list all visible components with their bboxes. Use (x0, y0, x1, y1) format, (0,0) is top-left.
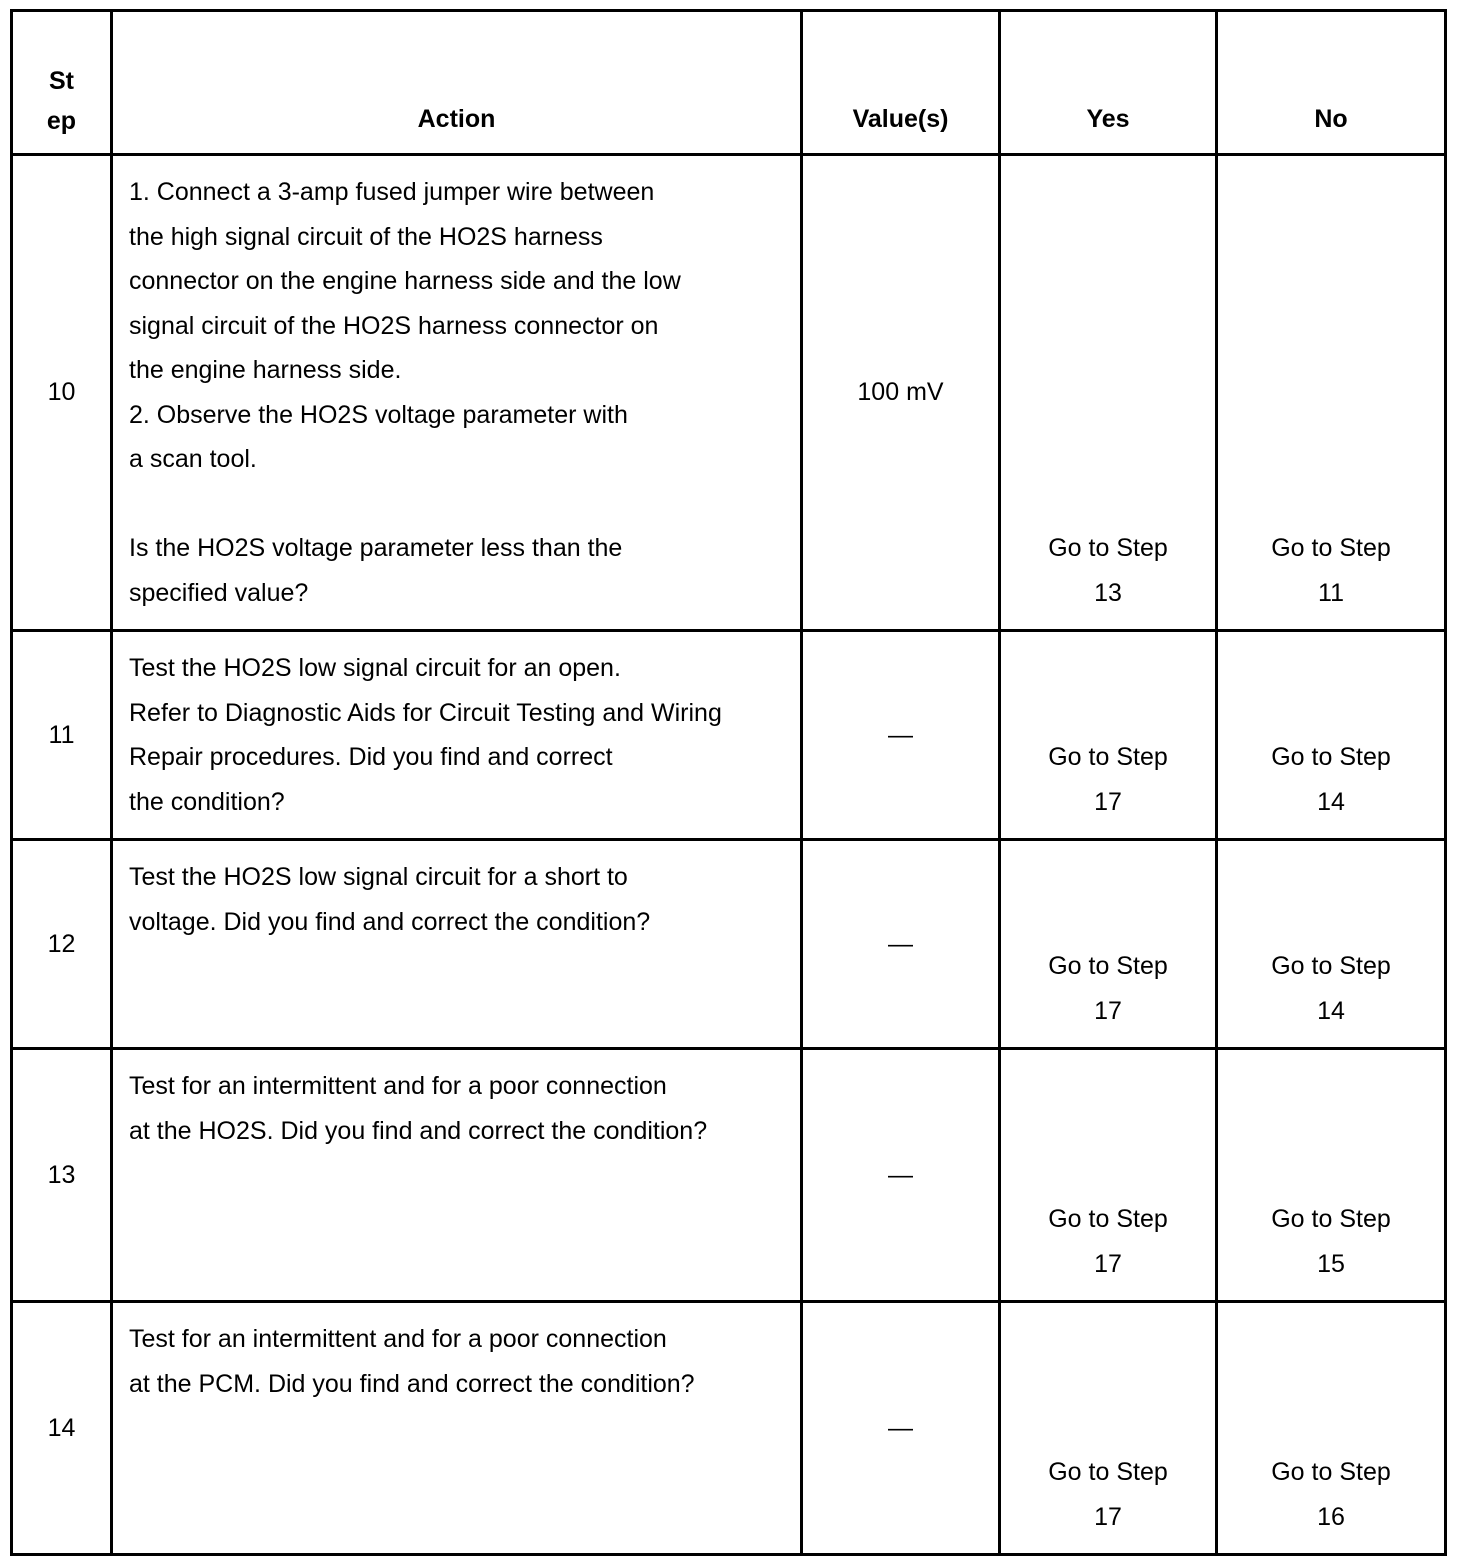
no-goto-step: 15 (1317, 1249, 1345, 1278)
no-goto-step: 16 (1317, 1502, 1345, 1531)
yes-cell (1000, 1302, 1217, 1555)
table-row (12, 631, 1446, 840)
action-line: Test the HO2S low signal circuit for a short to (129, 863, 628, 891)
yes-cell (1000, 840, 1217, 1049)
step-number: 12 (12, 840, 112, 1049)
action-line: 2. Observe the HO2S voltage parameter with (129, 400, 628, 429)
yes-goto-step: 17 (1094, 787, 1122, 816)
action-line: signal circuit of the HO2S harness connector on (129, 311, 659, 340)
header-action: Action (112, 11, 802, 155)
action-cell (112, 155, 802, 631)
action-cell (112, 1049, 802, 1302)
no-goto-label: Go to Step (1271, 534, 1391, 562)
yes-goto-label: Go to Step (1048, 1458, 1168, 1486)
table-row (12, 1049, 1446, 1302)
table-row (12, 840, 1446, 1049)
value-cell: — (802, 1049, 1000, 1302)
table-body (12, 155, 1446, 1555)
action-line: connector on the engine harness side and the low (129, 267, 681, 295)
no-cell (1217, 1049, 1446, 1302)
action-cell (112, 1302, 802, 1555)
action-line: Test for an intermittent and for a poor connection (129, 1072, 667, 1100)
yes-goto-label: Go to Step (1048, 952, 1168, 980)
no-goto-label: Go to Step (1271, 952, 1391, 980)
action-line: voltage. Did you find and correct the condition? (129, 907, 651, 936)
action-line: Repair procedures. Did you find and correct (129, 743, 613, 771)
action-cell (112, 840, 802, 1049)
table-row (12, 155, 1446, 631)
no-goto-step: 11 (1318, 578, 1344, 607)
action-line: the condition? (129, 787, 285, 816)
value-cell: — (802, 840, 1000, 1049)
yes-cell (1000, 1049, 1217, 1302)
value-cell: — (802, 1302, 1000, 1555)
action-line: at the PCM. Did you find and correct the condition? (129, 1369, 695, 1398)
step-number: 11 (12, 631, 112, 840)
yes-goto-step: 13 (1094, 578, 1122, 607)
action-line: Test for an intermittent and for a poor connection (129, 1325, 667, 1353)
yes-goto-label: Go to Step (1048, 1205, 1168, 1233)
no-cell (1217, 840, 1446, 1049)
action-line: Is the HO2S voltage parameter less than the (129, 534, 623, 562)
yes-goto-label: Go to Step (1048, 534, 1168, 562)
table-row (12, 1302, 1446, 1555)
yes-goto-label: Go to Step (1048, 743, 1168, 771)
action-line: at the HO2S. Did you find and correct the condition? (129, 1116, 708, 1145)
no-goto-label: Go to Step (1271, 743, 1391, 771)
step-number: 13 (12, 1049, 112, 1302)
action-line: the high signal circuit of the HO2S harness (129, 222, 603, 251)
header-values: Value(s) (802, 11, 1000, 155)
header-step-line2: ep (46, 107, 77, 135)
yes-goto-step: 17 (1094, 1502, 1122, 1531)
header-step-line1: St (49, 67, 74, 95)
yes-goto-step: 17 (1094, 1249, 1122, 1278)
step-number: 14 (12, 1302, 112, 1555)
action-line: Test the HO2S low signal circuit for an open. (129, 654, 621, 682)
action-line: specified value? (129, 578, 309, 607)
action-line: a scan tool. (129, 445, 257, 473)
no-goto-step: 14 (1317, 996, 1345, 1025)
value-cell: 100 mV (802, 155, 1000, 631)
header-step (12, 11, 112, 155)
action-line: the engine harness side. (129, 356, 402, 384)
yes-goto-step: 17 (1094, 996, 1122, 1025)
header-row (12, 11, 1446, 155)
step-number: 10 (12, 155, 112, 631)
value-cell: — (802, 631, 1000, 840)
no-cell (1217, 1302, 1446, 1555)
no-goto-label: Go to Step (1271, 1458, 1391, 1486)
yes-cell (1000, 631, 1217, 840)
action-line: 1. Connect a 3-amp fused jumper wire between (129, 178, 655, 206)
no-cell (1217, 155, 1446, 631)
header-no: No (1217, 11, 1446, 155)
action-line (129, 482, 788, 527)
action-cell (112, 631, 802, 840)
action-line: Refer to Diagnostic Aids for Circuit Testing and Wiring (129, 698, 722, 727)
no-goto-step: 14 (1317, 787, 1345, 816)
no-cell (1217, 631, 1446, 840)
header-yes: Yes (1000, 11, 1217, 155)
no-goto-label: Go to Step (1271, 1205, 1391, 1233)
yes-cell (1000, 155, 1217, 631)
diagnostic-table (10, 9, 1447, 1556)
